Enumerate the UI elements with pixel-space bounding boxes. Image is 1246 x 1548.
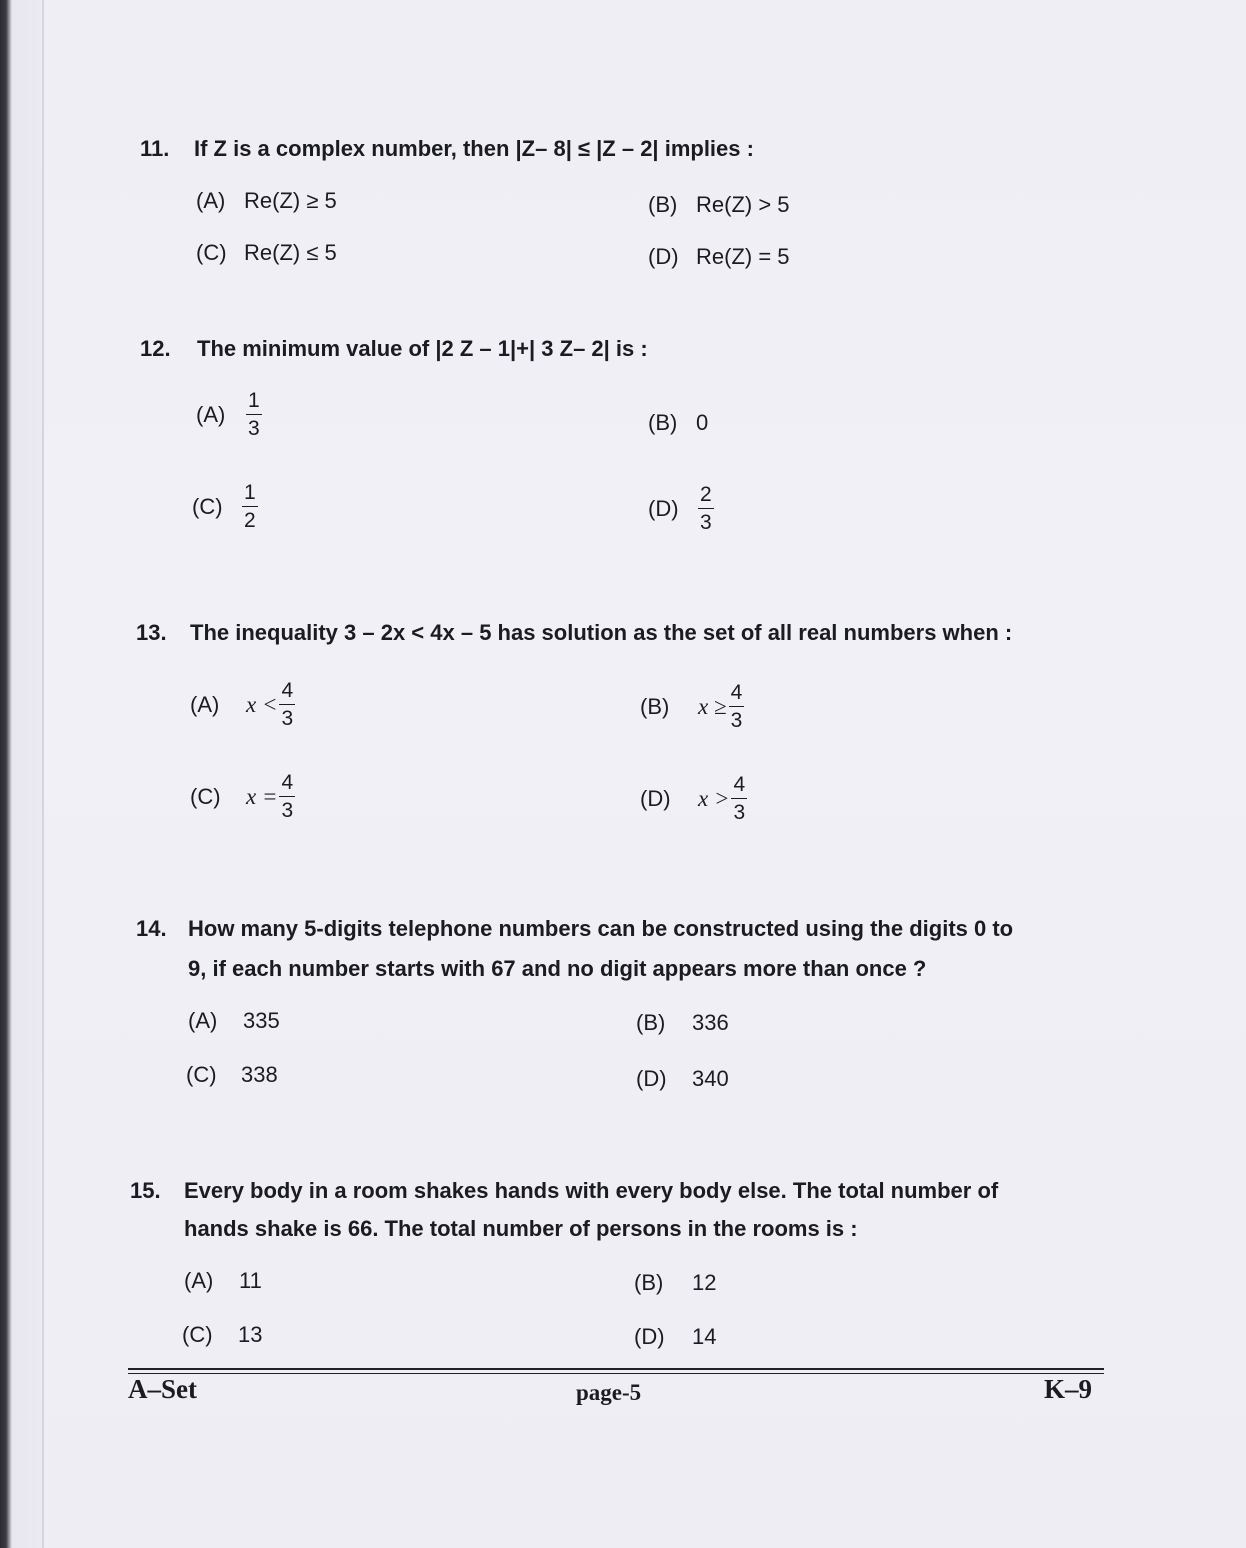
option-d — [640, 774, 747, 823]
option-text: Re(Z) ≥ 5 — [244, 188, 337, 213]
option-a — [196, 390, 262, 439]
option-a — [184, 1268, 262, 1294]
option-c — [182, 1322, 262, 1348]
option-label: (D) — [636, 1066, 667, 1091]
option-label: (C) — [190, 783, 221, 809]
option-d — [648, 484, 714, 533]
fraction: $\frac{1}{3}$ — [248, 389, 260, 440]
option-label: (D) — [648, 244, 679, 269]
question-text-line-1: Every body in a room shakes hands with every body else. The total number of — [184, 1178, 999, 1203]
option-label: (B) — [640, 693, 670, 719]
option-text: 340 — [692, 1066, 729, 1091]
option-text: 12 — [692, 1270, 717, 1295]
option-label: (C) — [182, 1322, 213, 1347]
question-number: 12. — [140, 336, 171, 361]
fraction: $\frac{1}{2}$ — [244, 481, 256, 532]
option-label: (B) — [636, 1010, 666, 1035]
option-label: (A) — [184, 1268, 214, 1293]
option-label: (B) — [634, 1270, 664, 1295]
option-label: (A) — [196, 188, 226, 213]
option-text: x > — [698, 785, 730, 811]
question-text-line-2: hands shake is 66. The total number of persons in the rooms is : — [184, 1216, 858, 1241]
footer-page-number: page-5 — [576, 1380, 642, 1405]
option-text: 0 — [696, 410, 709, 435]
fraction: $\frac{2}{3}$ — [700, 483, 712, 534]
option-b — [648, 410, 708, 436]
option-a — [188, 1008, 280, 1034]
option-b — [648, 192, 790, 218]
option-a — [196, 188, 337, 214]
option-c — [192, 482, 258, 531]
option-label: (C) — [186, 1062, 217, 1087]
option-d — [634, 1324, 716, 1350]
option-label: (A) — [196, 401, 226, 427]
question-text: The minimum value of |2 Z – 1|+| 3 Z– 2| is : — [197, 336, 648, 361]
option-text: Re(Z) = 5 — [696, 244, 790, 269]
option-text: 14 — [692, 1324, 717, 1349]
option-b — [634, 1270, 716, 1296]
option-label: (D) — [648, 495, 679, 521]
option-label: (A) — [190, 691, 220, 717]
option-text: Re(Z) > 5 — [696, 192, 790, 217]
option-label: (B) — [648, 192, 678, 217]
option-b — [640, 682, 744, 731]
fraction: $\frac{4}{3}$ — [281, 679, 294, 730]
option-text: 13 — [238, 1322, 263, 1347]
question-number: 14. — [136, 916, 167, 941]
option-text: x = — [246, 783, 278, 809]
option-text: 335 — [243, 1008, 280, 1033]
option-c — [186, 1062, 278, 1088]
question-text-line-1: How many 5-digits telephone numbers can be constructed using the digits 0 to — [188, 916, 1014, 941]
option-c — [190, 772, 295, 821]
question-text-line-2: 9, if each number starts with 67 and no digit appears more than once ? — [188, 956, 927, 981]
option-label: (C) — [192, 493, 223, 519]
footer-rule — [128, 1368, 1104, 1370]
option-d — [636, 1066, 729, 1092]
option-text: 11 — [239, 1268, 262, 1293]
option-label: (B) — [648, 410, 678, 435]
option-label: (D) — [634, 1324, 665, 1349]
question-number: 15. — [130, 1178, 161, 1203]
question-number: 11. — [140, 136, 170, 161]
page-binding-edge — [0, 0, 44, 1548]
fraction: $\frac{4}{3}$ — [281, 771, 294, 822]
question-text: The inequality 3 – 2x < 4x – 5 has solution as the set of all real numbers when : — [190, 620, 1013, 645]
fraction: $\frac{4}{3}$ — [730, 681, 743, 732]
fraction: $\frac{4}{3}$ — [733, 773, 746, 824]
option-label: (A) — [188, 1008, 218, 1033]
option-text: x ≥ — [698, 693, 727, 719]
option-a — [190, 680, 295, 729]
option-c — [196, 240, 337, 266]
footer-set-label: A–Set — [128, 1374, 197, 1404]
option-text: Re(Z) ≤ 5 — [244, 240, 337, 265]
option-text: 338 — [241, 1062, 278, 1087]
option-text: 336 — [692, 1010, 729, 1035]
option-label: (C) — [196, 240, 227, 265]
question-text: If Z is a complex number, then |Z– 8| ≤ |Z – 2| implies : — [194, 136, 754, 161]
page-margin-line — [42, 0, 44, 1548]
option-text: x < — [246, 691, 278, 717]
option-label: (D) — [640, 785, 671, 811]
footer-code: K–9 — [1044, 1374, 1093, 1404]
question-number: 13. — [136, 620, 167, 645]
option-b — [636, 1010, 729, 1036]
footer-rule-thin — [128, 1373, 1104, 1374]
option-d — [648, 244, 790, 270]
